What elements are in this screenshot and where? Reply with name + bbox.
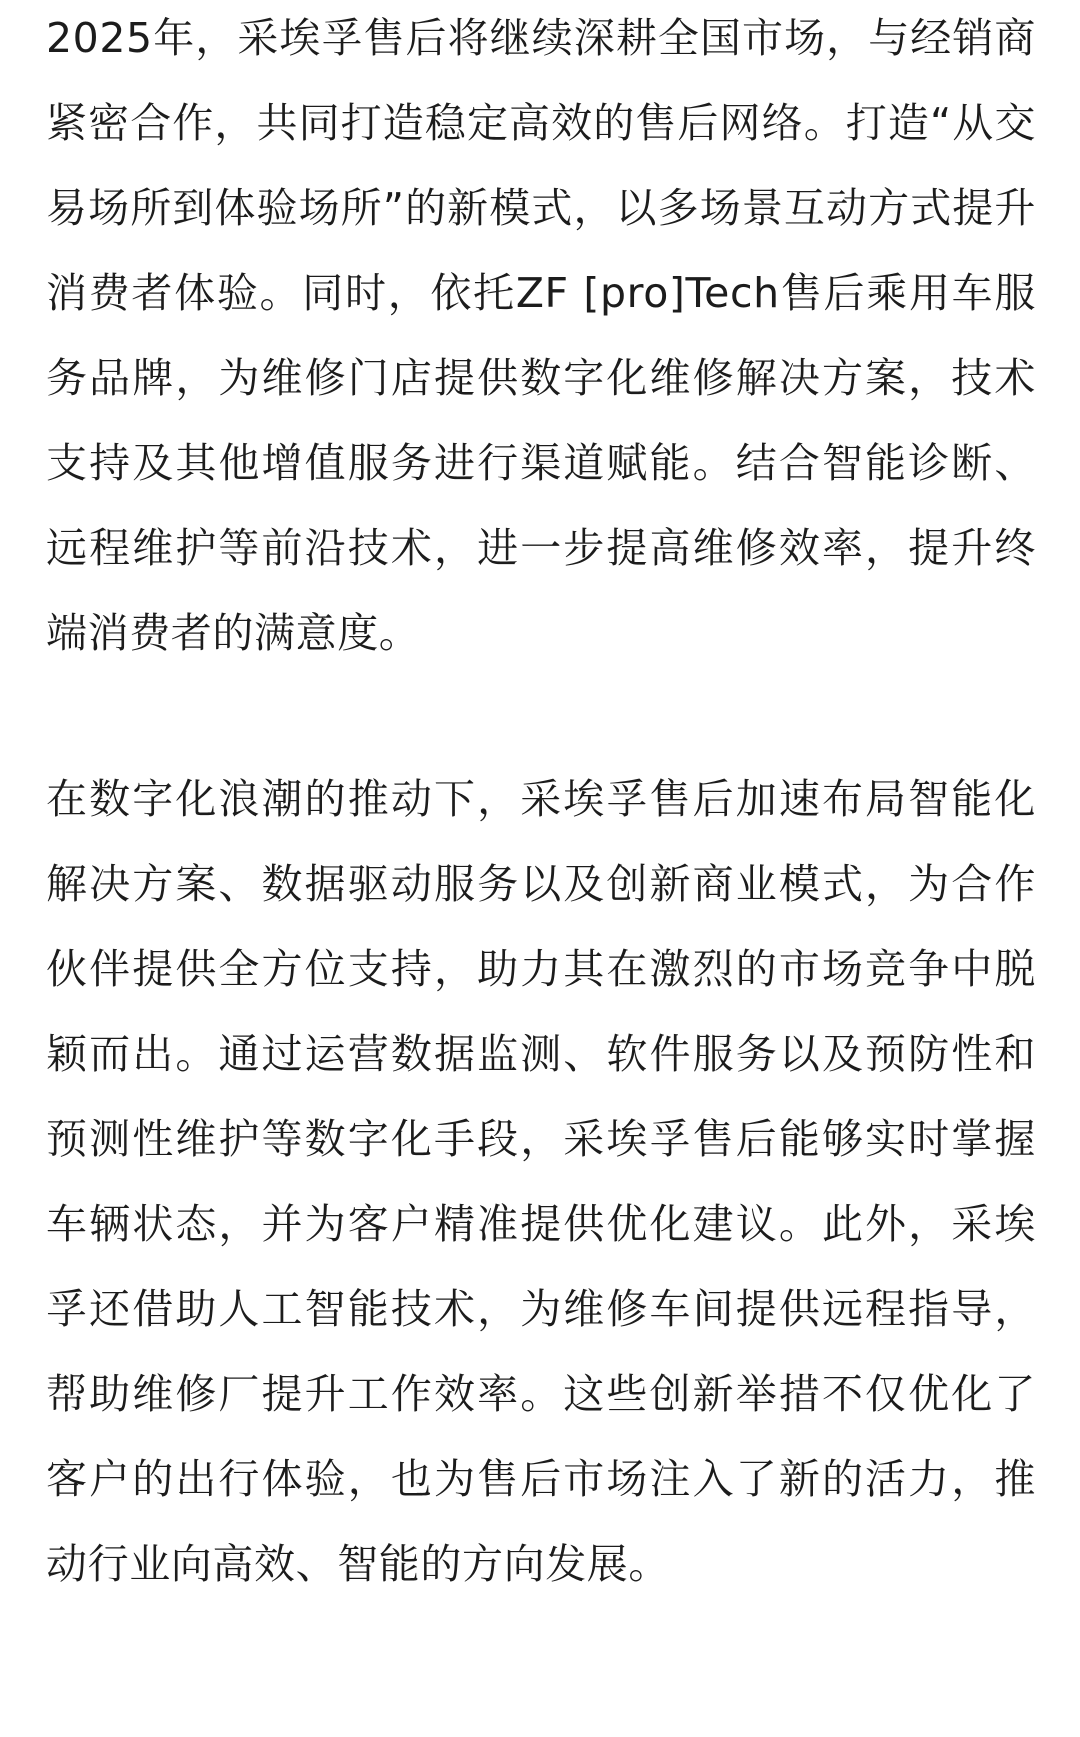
article-paragraph-1: 2025年，采埃孚售后将继续深耕全国市场，与经销商紧密合作，共同打造稳定高效的售后网络。打造“从交易场所到体验场所”的新模式，以多场景互动方式提升消费者体验。同时，依托ZF [pro]Tech售后乘用车服务品牌，为维修门店提供数字化维修解决方案，技术支持及其他增值服务进行渠道赋能。结合智能诊断、远程维护等前沿技术，进一步提高维修效率，提升终端消费者的满意度。 (46, 14, 1036, 657)
article-body (46, 0, 1036, 1607)
article-paragraph-2: 在数字化浪潮的推动下，采埃孚售后加速布局智能化解决方案、数据驱动服务以及创新商业模式，为合作伙伴提供全方位支持，助力其在激烈的市场竞争中脱颖而出。通过运营数据监测、软件服务以及预防性和预测性维护等数字化手段，采埃孚售后能够实时掌握车辆状态，并为客户精准提供优化建议。此外，采埃孚还借助人工智能技术，为维修车间提供远程指导，帮助维修厂提升工作效率。这些创新举措不仅优化了客户的出行体验，也为售后市场注入了新的活力，推动行业向高效、智能的方向发展。 (46, 775, 1036, 1588)
